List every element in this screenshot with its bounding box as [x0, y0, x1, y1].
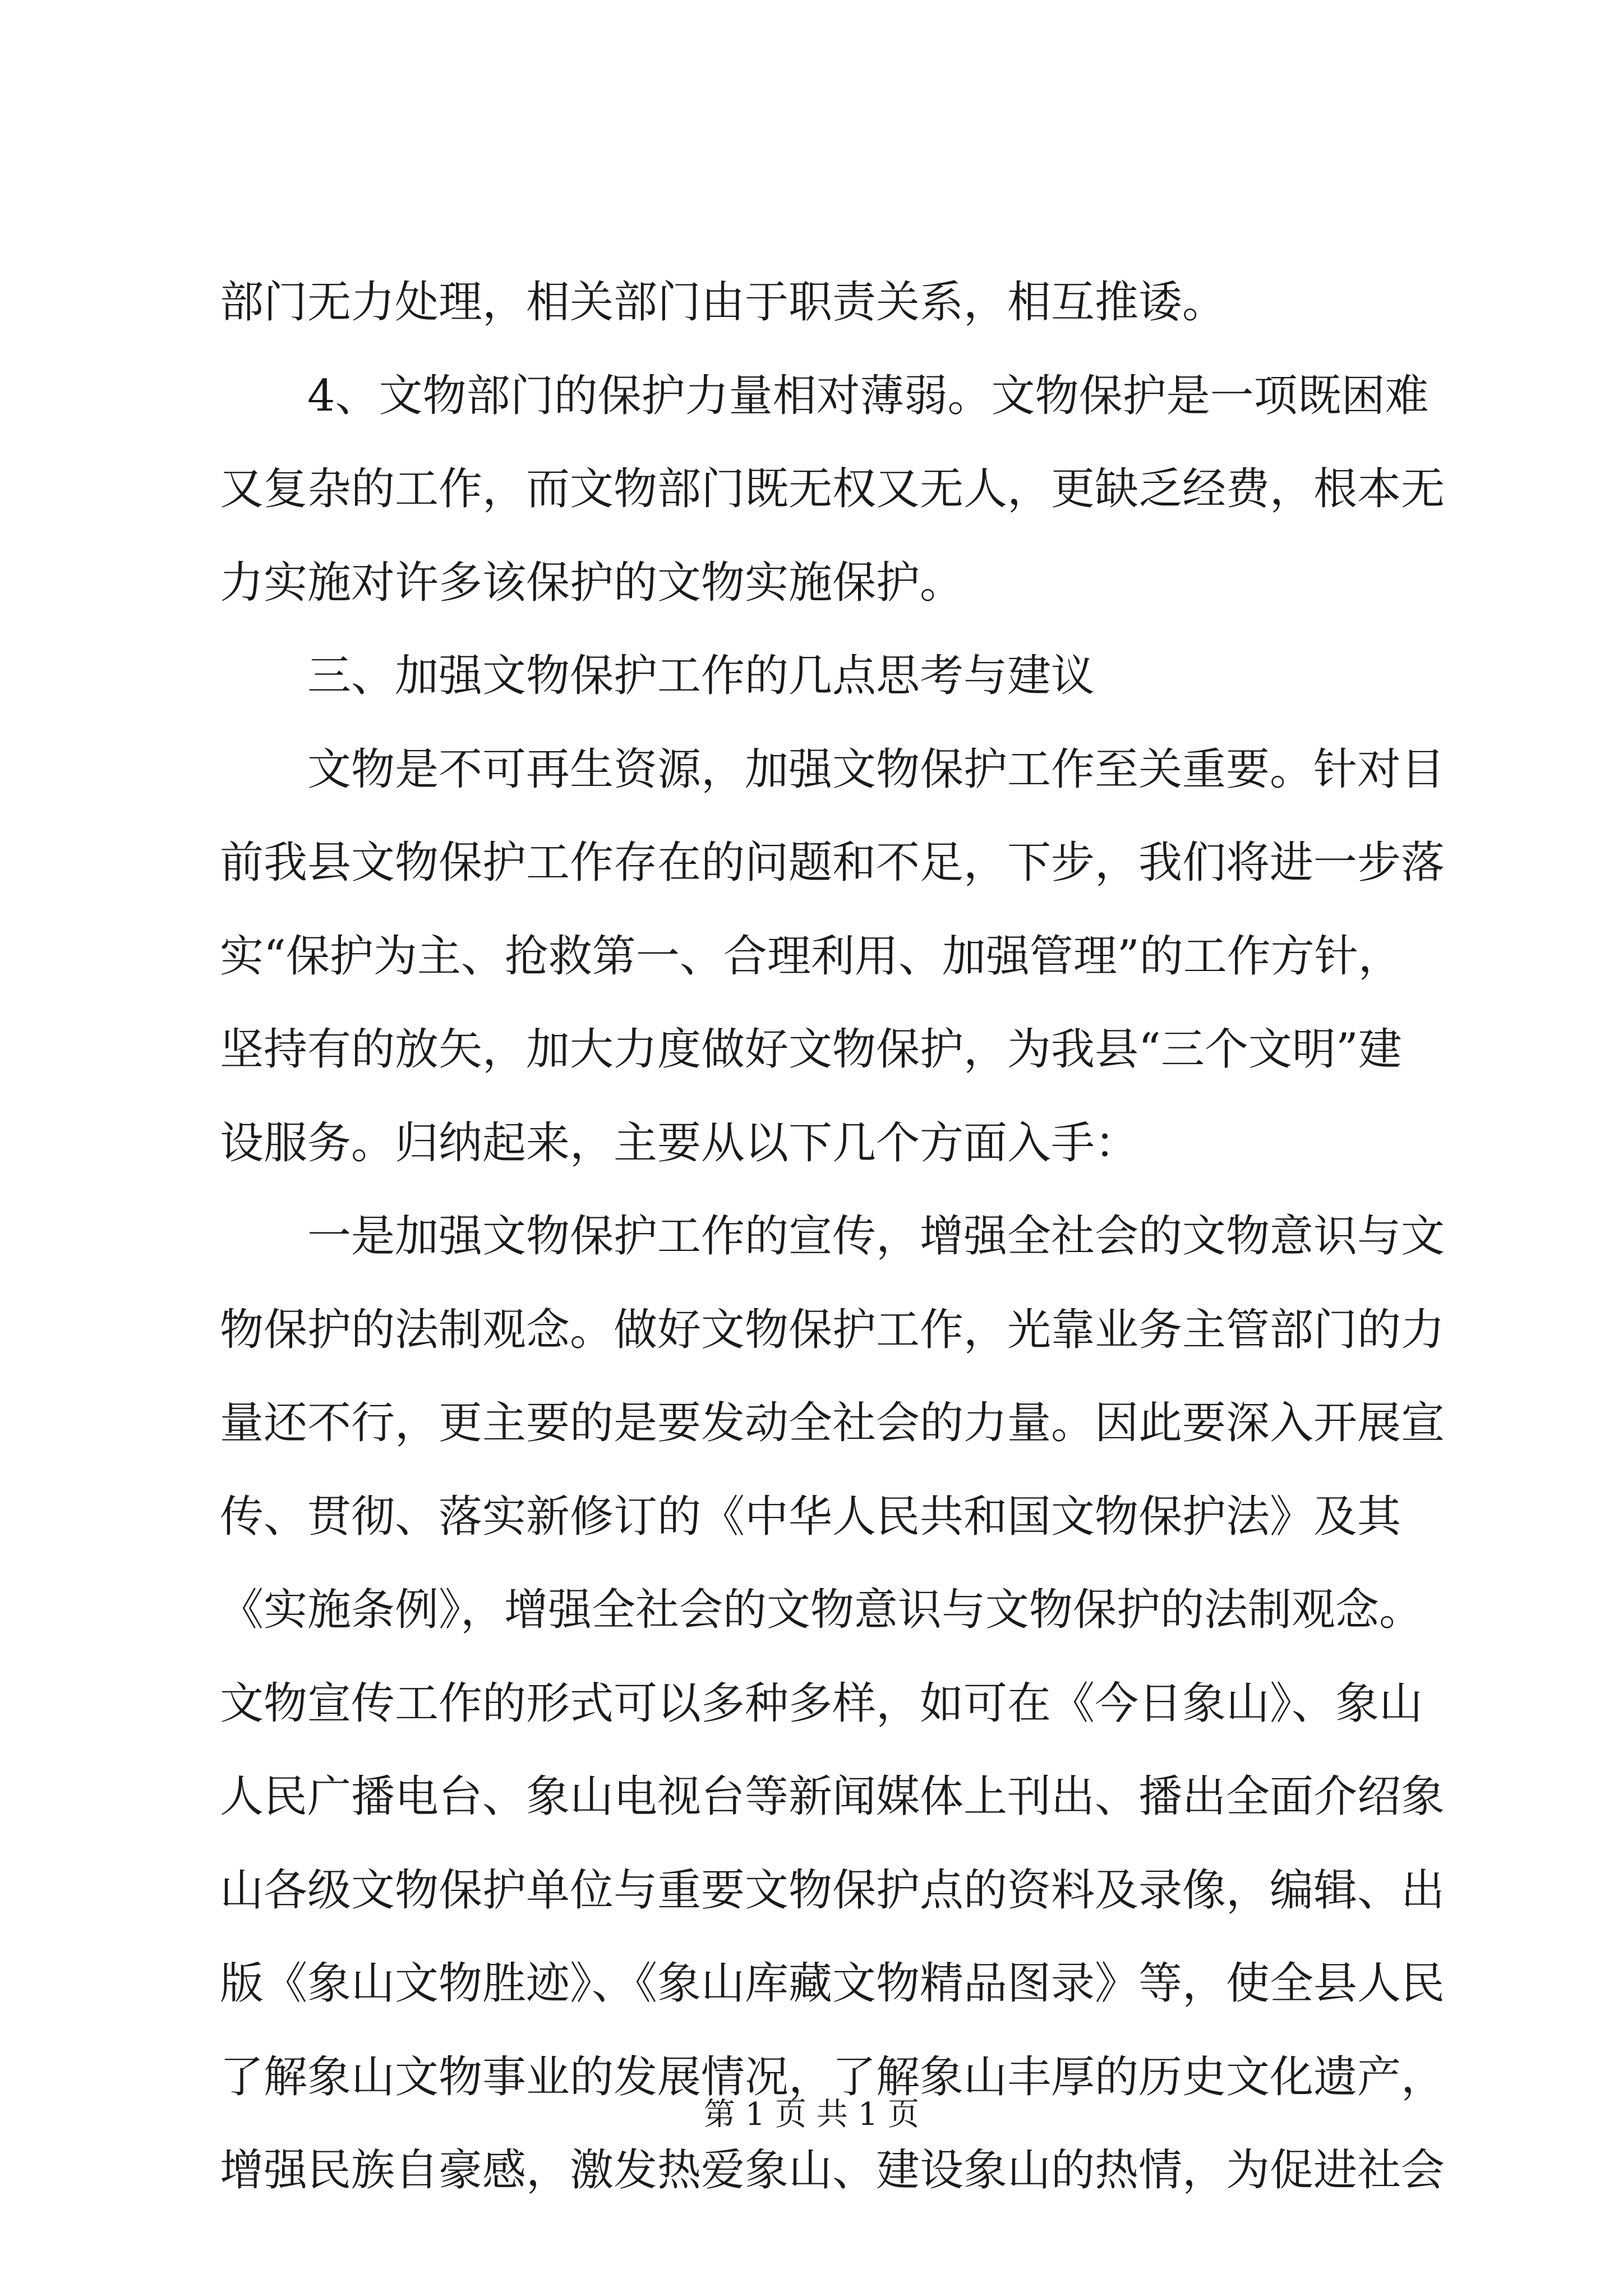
text-line: 部门无力处理，相关部门由于职责关系，相互推诿。 [220, 277, 1227, 328]
page-footer: 第 1 页 共 1 页 [703, 2096, 920, 2133]
text-line: 传、贯彻、落实新修订的《中华人民共和国文物保护法》及其 [220, 1491, 1401, 1542]
body-text [220, 256, 1445, 2217]
section-heading: 三、加强文物保护工作的几点思考与建议 [220, 651, 1095, 701]
text-line: 前我县文物保护工作存在的问题和不足，下步，我们将进一步落 [220, 838, 1445, 888]
text-line: 4、文物部门的保护力量相对薄弱。文物保护是一项既困难 [220, 370, 1429, 421]
text-line: 文物是不可再生资源，加强文物保护工作至关重要。针对目 [220, 744, 1445, 795]
text-line: 坚持有的放矢，加大力度做好文物保护，为我县“三个文明”建 [220, 1024, 1402, 1075]
text-line: 了解象山文物事业的发展情况，了解象山丰厚的历史文化遗产， [220, 2051, 1445, 2102]
text-line: 设服务。归纳起来，主要从以下几个方面入手： [220, 1117, 1139, 1168]
text-line: 物保护的法制观念。做好文物保护工作，光靠业务主管部门的力 [220, 1304, 1445, 1355]
text-line: 增强民族自豪感，激发热爱象山、建设象山的热情，为促进社会 [220, 2145, 1445, 2196]
text-line: 文物宣传工作的形式可以多种多样，如可在《今日象山》、象山 [220, 1678, 1423, 1729]
text-line: 实“保护为主、抢救第一、合理利用、加强管理”的工作方针， [220, 931, 1402, 982]
text-line: 山各级文物保护单位与重要文物保护点的资料及录像，编辑、出 [220, 1865, 1445, 1916]
text-line: 人民广播电台、象山电视台等新闻媒体上刊出、播出全面介绍象 [220, 1772, 1445, 1822]
text-line: 版《象山文物胜迹》、《象山库藏文物精品图录》等，使全县人民 [220, 1958, 1445, 2009]
text-line: 《实施条例》，增强全社会的文物意识与文物保护的法制观念。 [220, 1585, 1423, 1635]
text-line: 又复杂的工作，而文物部门既无权又无人，更缺乏经费，根本无 [220, 464, 1445, 514]
text-line: 力实施对许多该保护的文物实施保护。 [220, 557, 964, 608]
text-line: 量还不行，更主要的是要发动全社会的力量。因此要深入开展宣 [220, 1398, 1445, 1448]
text-line: 一是加强文物保护工作的宣传，增强全社会的文物意识与文 [220, 1211, 1445, 1262]
